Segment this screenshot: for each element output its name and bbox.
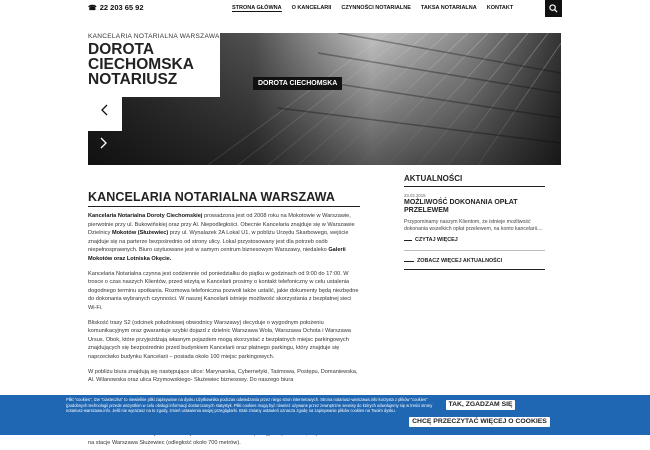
paragraph-intro bbox=[88, 212, 361, 264]
search-icon bbox=[549, 4, 558, 13]
read-more-link[interactable] bbox=[404, 237, 545, 243]
read-more-label: CZYTAJ WIĘCEJ bbox=[415, 237, 458, 243]
hero-kicker: KANCELARIA NOTARIALNA WARSZAWA bbox=[88, 33, 220, 40]
phone-contact[interactable] bbox=[88, 3, 144, 12]
nav-taksa-notarialna[interactable]: TAKSA NOTARIALNA bbox=[420, 5, 477, 11]
cookie-text: Pliki "cookies", tzw "ciasteczka" to niewielkie pliki zapisywane na dysku Użytkownika podczas odwiedzania przez niego stron internetowych. Strona notariusz-warszawa.info korzysta z plików "cookies" (podobnych technologii przede wszystkim w celu obsługi informacji dostarczanych statystyk. Pliki cookies mogą być również używane przez zewnętrzne serwisy do których odwołujemy się w treści strony notariusz-warszawa.info. Jeśli nie wyrażasz na to zgody, zmień ustawienia swojej przeglądarki. Brak zmiany ustawień oznacza zgodę na zapisywanie plików cookies na Twoim dysku. bbox=[66, 397, 433, 414]
nav-czynnosci-notarialne[interactable]: CZYNNOŚCI NOTARIALNE bbox=[341, 5, 411, 11]
slider-prev-button[interactable] bbox=[100, 103, 110, 117]
search-button[interactable] bbox=[545, 0, 562, 17]
slider-next-button[interactable] bbox=[100, 136, 110, 150]
cookie-banner bbox=[0, 395, 650, 435]
top-bar bbox=[0, 0, 650, 17]
phone-number: 22 203 65 92 bbox=[99, 3, 144, 12]
news-divider bbox=[404, 250, 545, 251]
nav-o-kancelarii[interactable]: O KANCELARII bbox=[291, 5, 332, 11]
hero-name bbox=[88, 42, 194, 87]
dash-icon bbox=[404, 261, 414, 262]
news-sidebar bbox=[404, 174, 545, 270]
news-excerpt: Przypominamy naszym Klientom, że istnieje możliwość dokonania wszelkich opłat przelewem, na konto kancelarii.... bbox=[404, 219, 543, 232]
chevron-right-icon bbox=[100, 137, 108, 149]
hero-caption-label: DOROTA CIECHOMSKA bbox=[253, 77, 342, 90]
phone-icon: ☎ bbox=[88, 5, 97, 12]
cookie-more-button[interactable]: CHCĘ PRZECZYTAĆ WIĘCEJ O COOKIES bbox=[409, 417, 550, 427]
paragraph-intro-bold: Kancelaria Notarialna Doroty Ciechomskiej bbox=[88, 213, 203, 219]
all-news-label: ZOBACZ WIĘCEJ AKTUALNOŚCI bbox=[417, 258, 503, 264]
chevron-left-icon bbox=[100, 104, 108, 116]
sidebar-divider bbox=[404, 186, 545, 187]
news-title[interactable]: MOŻLIWOŚĆ DOKONANIA OPŁAT PRZELEWEM bbox=[404, 199, 518, 214]
hero-name-line-3: NOTARIUSZ bbox=[88, 71, 178, 88]
news-date: 23.02.2015 bbox=[404, 193, 426, 198]
sidebar-bottom-divider bbox=[404, 269, 545, 270]
sidebar-title: AKTUALNOŚCI bbox=[404, 174, 463, 183]
page-title: KANCELARIA NOTARIALNA WARSZAWA bbox=[88, 190, 335, 204]
nav-strona-glowna[interactable]: STRONA GŁÓWNA bbox=[232, 5, 282, 11]
main-nav bbox=[232, 5, 523, 12]
paragraph-intro-bold-2: Mokotów (Służewiec) bbox=[111, 230, 169, 237]
hero-name-line-2: CIECHOMSKA bbox=[88, 56, 194, 73]
main-content bbox=[88, 190, 361, 391]
cookie-accept-button[interactable]: TAK, ZGADZAM SIĘ bbox=[446, 400, 515, 410]
all-news-link[interactable] bbox=[404, 258, 545, 264]
paragraph-location: Bliskość trasy S2 (odcinek południowej obwodnicy Warszawy) decyduje o wygodnym położeniu komunikacyjnym oraz gwarantuje szybki dojazd z dzielnic Warszawa Wola, Warszawa Ochota i Warszawa Ursus. Obok, które przyjeżdżają własnym pojazdem mogą skorzystać z bezpłatnych miejsc parkingowych znajdujących się bezpośrednio przed budynkiem Kancelarii oraz płatnego parkingu, który znajduje się naprzeciwko budynku Kancelarii – posiada około 100 miejsc parkingowych. bbox=[88, 319, 351, 360]
hero-name-line-1: DOROTA bbox=[88, 41, 155, 58]
nav-kontakt[interactable]: KONTAKT bbox=[486, 5, 514, 11]
title-divider bbox=[88, 206, 360, 207]
paragraph-hours: Kancelaria Notarialna czynna jest codziennie od poniedziałku do piątku w godzinach od 9:00 do 17:00. W trosce o czas naszych Klientów, przed wizytą w Kancelarii prosimy o kontakt telefoniczny w celu ustalenia dogodnego terminu spotkania. Rozmowa telefoniczna pozwoli także ustalić, jakie dokumenty będą niezbędne do dokonania wybranych czynności. W naszej Kancelarii istnieje możliwość skorzystania z bezpłatnej sieci Wi-Fi. bbox=[88, 270, 359, 311]
paragraph-intro-text-a: prowadzona jest od 2008 roku na Mokotowie w Warszawie, pierwotnie przy ul. Bukowińskiej oraz przy Al. Niepodległości. Obecnie Kancelaria znajduje się w Warszawie Dzielnicy bbox=[88, 213, 355, 237]
paragraph-transport-line-2: na stacje Warszawa Służewiec (odległość około 700 metrów). bbox=[88, 439, 241, 446]
hero-slider bbox=[88, 33, 561, 165]
paragraph-intro-bold-3: Galerii Mokotów oraz Lotniska Okęcie. bbox=[88, 247, 346, 262]
hero-title-panel bbox=[88, 33, 220, 97]
paragraph-intro-text-b: przy ul. Wynalazek 2A Lokal U1, w pobliżu Urzędu Skarbowego, wejście znajduje się na parterze bezpośrednio od strony ulicy. Lokal przystosowany jest dla potrzeb osób niepełnosprawnych. Biuro usytuowane jest w samym centrum biznesowym Warszawy, niedaleko bbox=[88, 230, 349, 254]
paragraph-streets: W pobliżu biura znajdują się następujące ulice: Marynarska, Cybernetyki, Taśmowa, Postępu, Domaniewska, Al. Wilanowska oraz ulica Rzymowskiego- Służewiec biznesowy. Do naszego biura bbox=[88, 368, 358, 384]
dash-icon bbox=[404, 240, 412, 241]
